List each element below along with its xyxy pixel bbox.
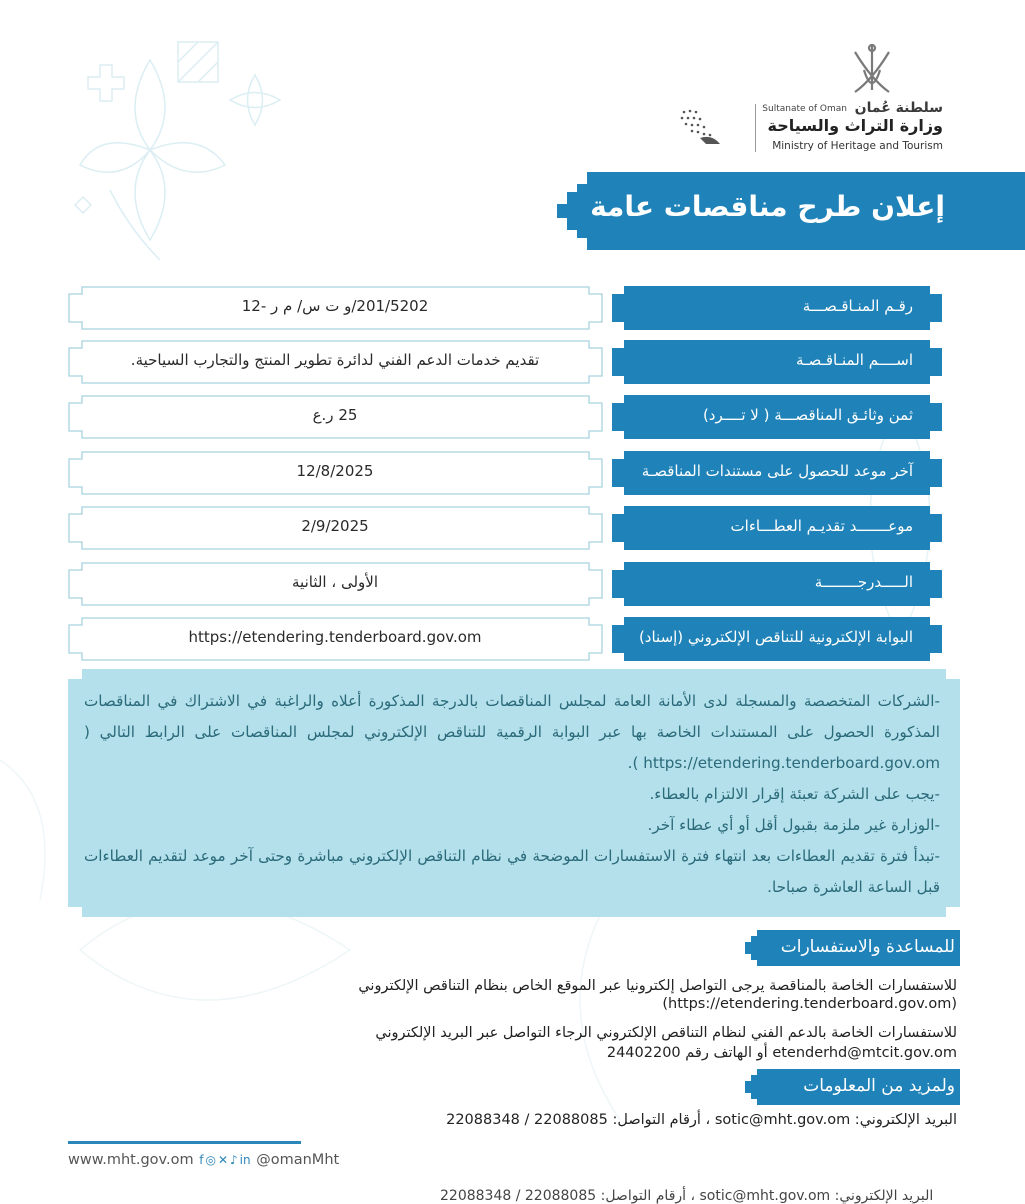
national-emblem-icon <box>847 40 897 100</box>
help-url[interactable]: (https://etendering.tenderboard.gov.om) <box>662 996 957 1012</box>
footer-links <box>68 1152 339 1168</box>
detail-label: الـــــدرجــــــــة <box>814 573 913 591</box>
detail-value: 12/8/2025 <box>296 462 374 480</box>
detail-label: ثمن وثائـق المناقصـــة ( لا تــــرد) <box>702 406 913 424</box>
website-link[interactable]: www.mht.gov.om <box>68 1152 194 1168</box>
vision-2040-logo-icon <box>676 104 740 150</box>
note-item: -تبدأ فترة تقديم العطاءات بعد انتهاء فترة الاستفسارات الموضحة في نظام التناقص الإلكتروني مباشرة وحتى آخر موعد لتقديم العطاءات قبل الساعة العاشرة صباحا. <box>84 847 940 896</box>
x-icon[interactable]: ✕ <box>217 1153 228 1167</box>
detail-label: اســــم المنـاقـصـة <box>796 351 913 369</box>
more-info-contact[interactable]: البريد الإلكتروني: sotic@mht.gov.om ، أرقام التواصل: 22088085 / 22088348 <box>446 1112 957 1128</box>
ministry-name-en: Ministry of Heritage and Tourism <box>772 140 943 152</box>
help-heading: للمساعدة والاستفسارات <box>780 937 955 957</box>
help-line-2: للاستفسارات الخاصة بالدعم الفني لنظام التناقص الإلكتروني الرجاء التواصل عبر البريد الإلكتروني <box>375 1025 957 1041</box>
footer-divider <box>68 1141 301 1144</box>
help-contact[interactable]: etenderhd@mtcit.gov.om أو الهاتف رقم 24402200 <box>606 1045 957 1061</box>
detail-value: 2/9/2025 <box>301 517 369 535</box>
logo-divider <box>755 104 756 152</box>
detail-label: رقـم المنـاقـصـــة <box>802 297 913 315</box>
tiktok-icon[interactable]: ♪ <box>230 1153 238 1167</box>
portal-link[interactable]: https://etendering.tenderboard.gov.om <box>188 628 482 646</box>
note-item: -الشركات المتخصصة والمسجلة لدى الأمانة العامة لمجلس المناقصات بالدرجة المذكورة أعلاه والراغبة في الاشتراك في المناقصات المذكورة الحصول على المستندات الخاصة بها عبر البوابة الرقمية للتناقص الإلكتروني لمجلس المناقصات على الرابط التالي ( https://etendering.tenderboard.gov.om ). <box>84 692 940 772</box>
detail-value: الأولى ، الثانية <box>292 573 378 591</box>
detail-label: موعـــــــد تقديـم العطـــاءات <box>730 517 913 535</box>
sultanate-ar: سلطنة عُمان <box>854 100 943 116</box>
linkedin-icon[interactable]: in <box>239 1153 251 1167</box>
sultanate-en: Sultanate of Oman <box>762 104 847 114</box>
note-item: -الوزارة غير ملزمة بقبول أقل أو أي عطاء آخر. <box>647 816 940 834</box>
social-handle[interactable]: @omanMht <box>256 1152 340 1168</box>
footer-cutoff-text: البريد الإلكتروني: sotic@mht.gov.om ، أرقام التواصل: 22088085 / 22088348 <box>440 1188 934 1204</box>
ministry-logo <box>773 40 943 155</box>
facebook-icon[interactable]: f <box>199 1153 204 1167</box>
instagram-icon[interactable]: ◎ <box>205 1153 216 1167</box>
detail-value: 25 ر.ع <box>312 406 358 424</box>
page-title: إعلان طرح مناقصات عامة <box>590 190 945 223</box>
detail-label: آخر موعد للحصول على مستندات المناقصـة <box>641 462 913 480</box>
help-line-1: للاستفسارات الخاصة بالمناقصة يرجى التواصل إلكترونيا عبر الموقع الخاص بنظام التناقص الإلكتروني <box>358 978 957 994</box>
note-item: -يجب على الشركة تعبئة إقرار الالتزام بالعطاء. <box>649 785 940 803</box>
detail-value: تقديم خدمات الدعم الفني لدائرة تطوير المنتج والتجارب السياحية. <box>130 351 540 369</box>
more-info-heading: ولمزيد من المعلومات <box>803 1076 955 1096</box>
detail-label: البوابة الإلكترونية للتناقص الإلكتروني (إسناد) <box>638 628 913 646</box>
tender-notes <box>84 686 940 903</box>
detail-value: 201/5202/و ت س/ م ر -12 <box>241 297 429 315</box>
ministry-name-ar: وزارة التراث والسياحة <box>767 116 943 135</box>
